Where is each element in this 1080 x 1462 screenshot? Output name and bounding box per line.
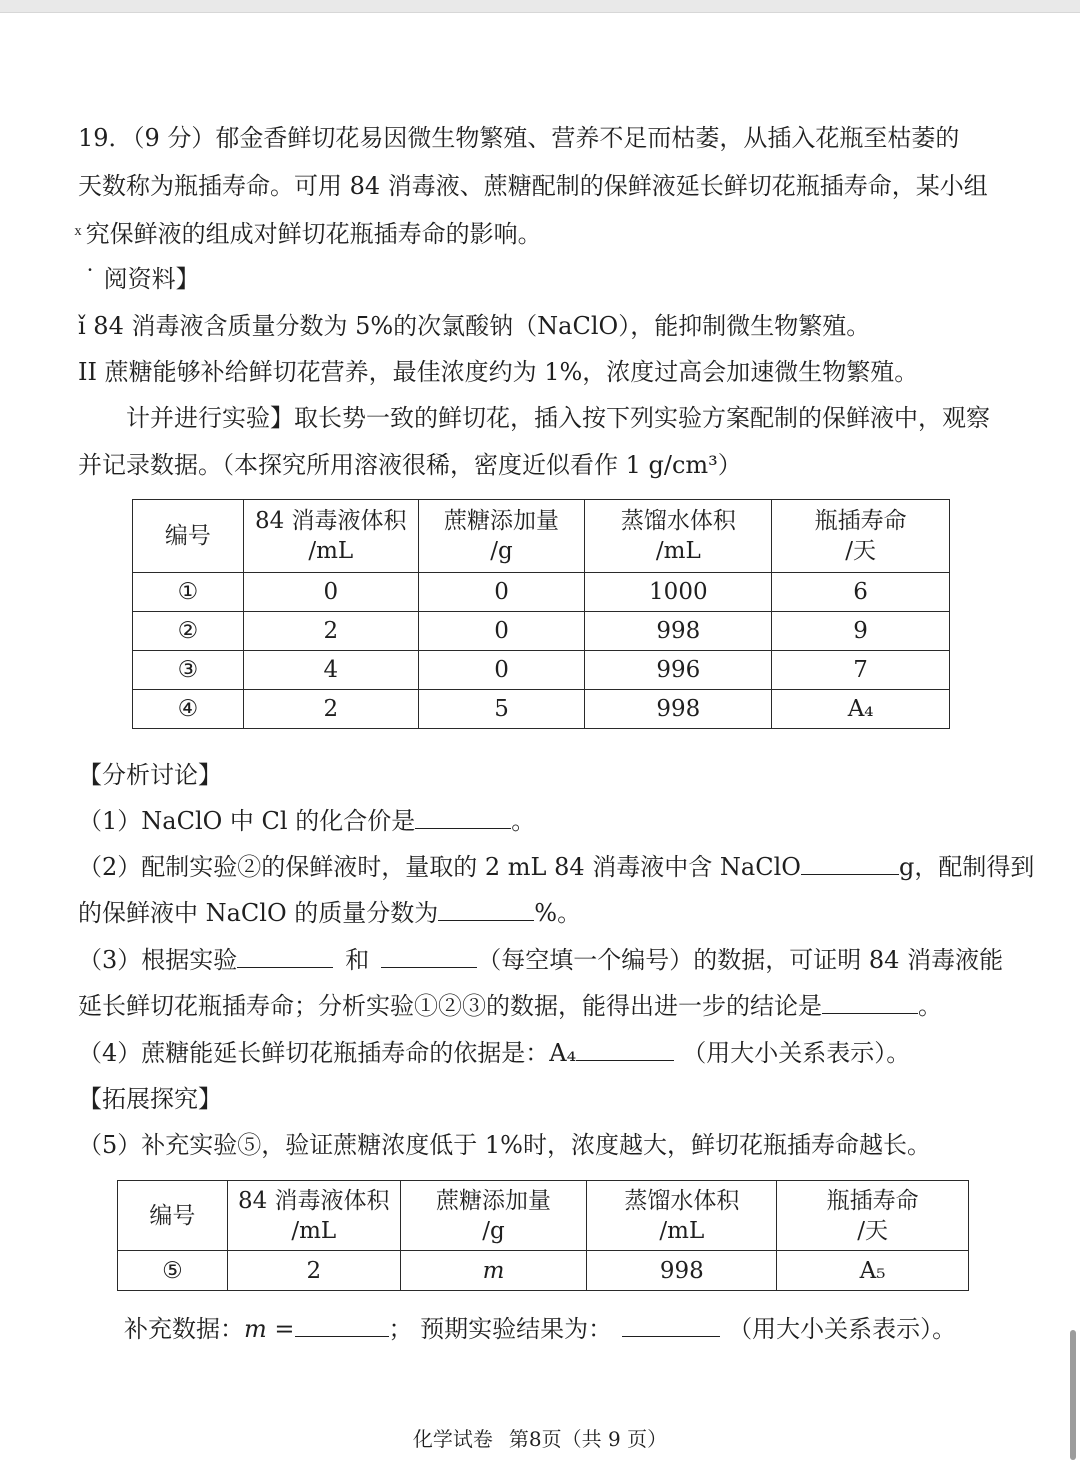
table-cell: 6 — [772, 573, 950, 612]
question-1-end: 。 — [511, 807, 536, 835]
table-cell: ⑤ — [118, 1251, 228, 1291]
table-row — [133, 573, 950, 612]
question-2-text-b: g，配制得到 — [898, 853, 1035, 881]
table-header-row — [133, 500, 950, 573]
table-cell: 0 — [243, 573, 418, 612]
question-line-2: 天数称为瓶插寿命。可用 84 消毒液、蔗糖配制的保鲜液延长鲜切花瓶插寿命，某小组 — [78, 172, 988, 200]
answer-blank-4[interactable] — [576, 1038, 674, 1061]
answer-blank-3b[interactable] — [381, 945, 477, 968]
variable-m: m — [482, 1257, 505, 1284]
table-cell: 9 — [772, 612, 950, 651]
answer-blank-5b[interactable] — [622, 1314, 720, 1337]
footer-page-number: 第8页（共 9 页） — [508, 1427, 668, 1451]
analysis-heading: 【分析讨论】 — [78, 761, 222, 789]
table-row — [133, 690, 950, 729]
table-header-row — [118, 1181, 969, 1251]
question-2-text-c: 的保鲜液中 NaClO 的质量分数为 — [78, 899, 439, 927]
table-cell: 7 — [772, 651, 950, 690]
question-2-line-1 — [78, 852, 1034, 882]
table-cell: 1000 — [585, 573, 772, 612]
supplement-text-b: ； 预期实验结果为： — [388, 1315, 613, 1343]
table-cell: 998 — [585, 612, 772, 651]
question-2-line-2 — [78, 898, 581, 928]
answer-blank-5a[interactable] — [295, 1314, 389, 1337]
table-cell: 0 — [418, 612, 585, 651]
extension-heading: 【拓展探究】 — [78, 1085, 222, 1113]
table-cell: A₄ — [772, 690, 950, 729]
materials-item-1: ǐ 84 消毒液含质量分数为 5%的次氯酸钠（NaClO），能抑制微生物繁殖。 — [78, 312, 871, 340]
table-cell: 996 — [585, 651, 772, 690]
table-cell: 0 — [418, 573, 585, 612]
question-3-text-d: 延长鲜切花瓶插寿命；分析实验①②③的数据，能得出进一步的结论是 — [78, 992, 822, 1020]
question-5: （5）补充实验⑤，验证蔗糖浓度低于 1%时，浓度越大，鲜切花瓶插寿命越长。 — [78, 1131, 931, 1159]
question-2-text-d: %。 — [534, 899, 582, 927]
question-3-and: 和 — [345, 946, 370, 974]
table-cell: 998 — [585, 690, 772, 729]
materials-heading: ˙ 阅资料】 — [84, 265, 200, 293]
answer-blank-3c[interactable] — [822, 991, 918, 1014]
question-4-text: （4）蔗糖能延长鲜切花瓶插寿命的依据是：A₄ — [78, 1039, 577, 1067]
experiment-table-1 — [132, 499, 950, 729]
question-4 — [78, 1038, 910, 1068]
table-cell: ② — [133, 612, 244, 651]
table-cell: ① — [133, 573, 244, 612]
header-cell: 编号 — [133, 500, 244, 573]
header-cell: 瓶插寿命 /天 — [772, 500, 950, 573]
footer-subject: 化学试卷 — [412, 1427, 493, 1451]
table-cell: 0 — [418, 651, 585, 690]
question-2-text: （2）配制实验②的保鲜液时，量取的 2 mL 84 消毒液中含 NaClO — [78, 853, 801, 881]
table-cell — [400, 1251, 587, 1291]
supplement-line — [124, 1314, 956, 1344]
question-1 — [78, 806, 535, 836]
table-cell: 2 — [243, 612, 418, 651]
scrollbar[interactable] — [1070, 1330, 1076, 1460]
answer-blank-2b[interactable] — [438, 898, 534, 921]
header-cell: 蒸馏水体积 /mL — [585, 500, 772, 573]
header-cell: 蒸馏水体积 /mL — [587, 1181, 777, 1251]
design-line-2: 并记录数据。（本探究所用溶液很稀，密度近似看作 1 g/cm³） — [78, 451, 742, 479]
header-cell: 蔗糖添加量 /g — [400, 1181, 587, 1251]
answer-blank-3a[interactable] — [237, 945, 333, 968]
header-cell: 蔗糖添加量 /g — [418, 500, 585, 573]
experiment-table-2 — [117, 1180, 969, 1291]
supplement-end: （用大小关系表示）。 — [728, 1315, 957, 1343]
table-cell: ④ — [133, 690, 244, 729]
supplement-equals: = — [266, 1315, 295, 1343]
question-3-text-c: （每空填一个编号）的数据，可证明 84 消毒液能 — [477, 946, 1004, 974]
question-3-line-2 — [78, 991, 942, 1021]
table-cell: A₅ — [777, 1251, 969, 1291]
table-cell: 2 — [227, 1251, 400, 1291]
question-line-3: ͯ 究保鲜液的组成对鲜切花瓶插寿命的影响。 — [78, 220, 542, 248]
materials-item-2: II 蔗糖能够补给鲜切花营养，最佳浓度约为 1%，浓度过高会加速微生物繁殖。 — [78, 358, 919, 386]
header-cell: 瓶插寿命 /天 — [777, 1181, 969, 1251]
question-3-end: 。 — [918, 992, 942, 1020]
table-cell: 2 — [243, 690, 418, 729]
table-row — [133, 612, 950, 651]
answer-blank-2a[interactable] — [801, 852, 899, 875]
table-row — [118, 1251, 969, 1291]
table-cell: 998 — [587, 1251, 777, 1291]
question-3-line-1 — [78, 945, 1003, 975]
header-cell: 84 消毒液体积 /mL — [243, 500, 418, 573]
question-4-end: （用大小关系表示）。 — [682, 1039, 911, 1067]
header-cell: 编号 — [118, 1181, 228, 1251]
table-cell: 5 — [418, 690, 585, 729]
design-line-1: 计并进行实验】取长势一致的鲜切花，插入按下列实验方案配制的保鲜液中，观察 — [126, 404, 990, 432]
supplement-variable: m — [244, 1315, 267, 1343]
table-cell: ③ — [133, 651, 244, 690]
header-cell: 84 消毒液体积 /mL — [227, 1181, 400, 1251]
table-row — [133, 651, 950, 690]
page-footer — [0, 1425, 1080, 1453]
question-line-1: 19．（9 分）郁金香鲜切花易因微生物繁殖、营养不足而枯萎，从插入花瓶至枯萎的 — [78, 124, 960, 152]
supplement-label: 补充数据： — [124, 1315, 244, 1343]
table-cell: 4 — [243, 651, 418, 690]
question-1-text: （1）NaClO 中 Cl 的化合价是 — [78, 807, 416, 835]
question-3-text: （3）根据实验 — [78, 946, 238, 974]
answer-blank-1[interactable] — [415, 806, 511, 829]
